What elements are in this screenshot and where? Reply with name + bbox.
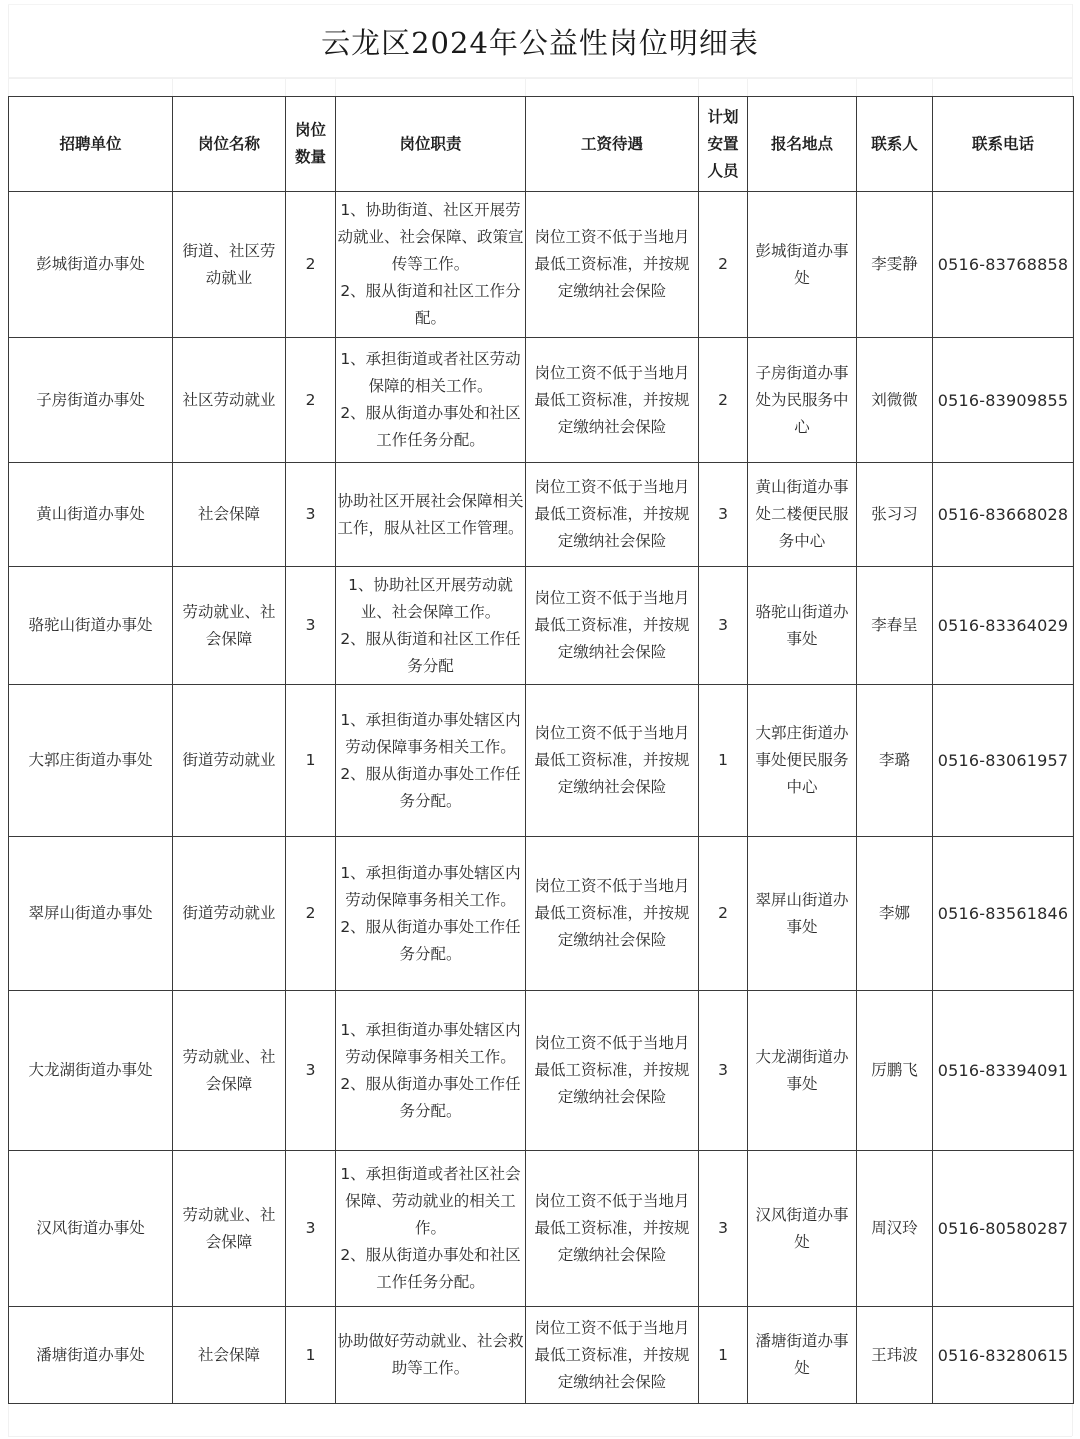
duty-line: 2、服从街道和社区工作分配。 <box>340 282 521 327</box>
cell-unit: 翠屏山街道办事处 <box>9 837 173 991</box>
cell-duties <box>336 685 526 837</box>
cell-position: 社会保障 <box>173 463 286 567</box>
cell-planned: 3 <box>699 463 748 567</box>
cell-contact: 李雯静 <box>857 192 933 338</box>
cell-unit: 汉风街道办事处 <box>9 1151 173 1307</box>
cell-salary: 岗位工资不低于当地月最低工资标准，并按规定缴纳社会保险 <box>526 837 699 991</box>
sheet-gridline <box>335 78 336 96</box>
cell-planned: 1 <box>699 1307 748 1404</box>
sheet-gridline <box>747 78 748 96</box>
sheet-gridline <box>172 78 173 96</box>
cell-salary: 岗位工资不低于当地月最低工资标准，并按规定缴纳社会保险 <box>526 338 699 463</box>
cell-salary: 岗位工资不低于当地月最低工资标准，并按规定缴纳社会保险 <box>526 1307 699 1404</box>
sheet-gridline <box>856 78 857 96</box>
duty-line: 1、承担街道办事处辖区内劳动保障事务相关工作。 <box>340 1020 521 1066</box>
cell-position: 社会保障 <box>173 1307 286 1404</box>
cell-phone: 0516-83668028 <box>933 463 1074 567</box>
cell-location: 大龙湖街道办事处 <box>748 991 857 1151</box>
cell-unit: 子房街道办事处 <box>9 338 173 463</box>
header-duties: 岗位职责 <box>336 97 526 192</box>
cell-phone: 0516-83280615 <box>933 1307 1074 1404</box>
table-row <box>9 463 1074 567</box>
header-count-line: 数量 <box>294 148 326 166</box>
duty-line: 2、服从街道和社区工作任务分配 <box>340 629 521 675</box>
cell-salary: 岗位工资不低于当地月最低工资标准，并按规定缴纳社会保险 <box>526 991 699 1151</box>
header-planned-line: 安置 <box>707 134 739 153</box>
cell-location: 潘塘街道办事处 <box>748 1307 857 1404</box>
cell-position: 社区劳动就业 <box>173 338 286 463</box>
cell-phone: 0516-83561846 <box>933 837 1074 991</box>
header-salary: 工资待遇 <box>526 97 699 192</box>
cell-contact: 李春呈 <box>857 567 933 685</box>
cell-location: 子房街道办事处为民服务中心 <box>748 338 857 463</box>
cell-planned: 2 <box>699 192 748 338</box>
cell-position: 街道劳动就业 <box>173 685 286 837</box>
duty-line: 1、协助社区开展劳动就业、社会保障工作。 <box>348 575 513 621</box>
cell-duties <box>336 991 526 1151</box>
sheet-gridline <box>698 78 699 96</box>
cell-location: 大郭庄街道办事处便民服务中心 <box>748 685 857 837</box>
job-table <box>8 96 1074 1404</box>
cell-unit: 彭城街道办事处 <box>9 192 173 338</box>
cell-duties <box>336 192 526 338</box>
table-row <box>9 685 1074 837</box>
cell-count: 3 <box>286 567 336 685</box>
cell-position: 街道劳动就业 <box>173 837 286 991</box>
cell-duties <box>336 567 526 685</box>
cell-duties <box>336 1307 526 1404</box>
table-row <box>9 567 1074 685</box>
cell-duties <box>336 1151 526 1307</box>
cell-location: 汉风街道办事处 <box>748 1151 857 1307</box>
duty-line: 1、承担街道或者社区社会保障、劳动就业的相关工作。 <box>340 1165 521 1237</box>
cell-salary: 岗位工资不低于当地月最低工资标准，并按规定缴纳社会保险 <box>526 192 699 338</box>
cell-contact: 刘微微 <box>857 338 933 463</box>
header-count <box>286 97 336 192</box>
cell-count: 1 <box>286 1307 336 1404</box>
duty-line: 2、服从街道办事处和社区工作任务分配。 <box>340 404 521 449</box>
sheet-gridline <box>525 78 526 96</box>
cell-position: 劳动就业、社会保障 <box>173 567 286 685</box>
cell-planned: 2 <box>699 338 748 463</box>
cell-duties <box>336 338 526 463</box>
cell-planned: 3 <box>699 1151 748 1307</box>
cell-unit: 大郭庄街道办事处 <box>9 685 173 837</box>
cell-phone: 0516-83394091 <box>933 991 1074 1151</box>
table-row <box>9 338 1074 463</box>
table-row <box>9 1151 1074 1307</box>
table-row <box>9 192 1074 338</box>
cell-unit: 大龙湖街道办事处 <box>9 991 173 1151</box>
cell-unit: 骆驼山街道办事处 <box>9 567 173 685</box>
sheet-gridline <box>8 78 1072 79</box>
header-planned-line: 人员 <box>707 161 739 180</box>
cell-phone: 0516-83909855 <box>933 338 1074 463</box>
cell-count: 3 <box>286 1151 336 1307</box>
cell-contact: 周汉玲 <box>857 1151 933 1307</box>
cell-count: 3 <box>286 991 336 1151</box>
cell-contact: 张习习 <box>857 463 933 567</box>
cell-location: 骆驼山街道办事处 <box>748 567 857 685</box>
duty-line: 1、协助街道、社区开展劳动就业、社会保障、政策宣传等工作。 <box>337 201 524 273</box>
header-row <box>9 97 1074 192</box>
cell-salary: 岗位工资不低于当地月最低工资标准，并按规定缴纳社会保险 <box>526 463 699 567</box>
document-title: 云龙区2024年公益性岗位明细表 <box>321 25 759 60</box>
duty-line: 2、服从街道办事处工作任务分配。 <box>340 1074 521 1120</box>
duty-line: 1、承担街道或者社区劳动保障的相关工作。 <box>340 350 521 395</box>
header-count-line: 岗位 <box>294 121 326 139</box>
cell-location: 彭城街道办事处 <box>748 192 857 338</box>
cell-location: 翠屏山街道办事处 <box>748 837 857 991</box>
table-row <box>9 837 1074 991</box>
cell-planned: 3 <box>699 567 748 685</box>
cell-count: 3 <box>286 463 336 567</box>
cell-contact: 李璐 <box>857 685 933 837</box>
table-row <box>9 1307 1074 1404</box>
cell-count: 2 <box>286 837 336 991</box>
header-unit: 招聘单位 <box>9 97 173 192</box>
sheet-gridline <box>285 78 286 96</box>
header-phone: 联系电话 <box>933 97 1074 192</box>
cell-phone: 0516-83061957 <box>933 685 1074 837</box>
cell-position: 劳动就业、社会保障 <box>173 991 286 1151</box>
cell-position: 街道、社区劳动就业 <box>173 192 286 338</box>
cell-count: 2 <box>286 192 336 338</box>
cell-planned: 2 <box>699 837 748 991</box>
header-position: 岗位名称 <box>173 97 286 192</box>
cell-position: 劳动就业、社会保障 <box>173 1151 286 1307</box>
cell-phone: 0516-80580287 <box>933 1151 1074 1307</box>
header-location: 报名地点 <box>748 97 857 192</box>
cell-unit: 潘塘街道办事处 <box>9 1307 173 1404</box>
duty-line: 1、承担街道办事处辖区内劳动保障事务相关工作。 <box>340 863 521 909</box>
duty-line: 2、服从街道办事处工作任务分配。 <box>340 917 521 963</box>
cell-phone: 0516-83364029 <box>933 567 1074 685</box>
cell-duties <box>336 463 526 567</box>
sheet-gridline <box>8 1436 1072 1437</box>
cell-count: 2 <box>286 338 336 463</box>
cell-location: 黄山街道办事处二楼便民服务中心 <box>748 463 857 567</box>
cell-salary: 岗位工资不低于当地月最低工资标准，并按规定缴纳社会保险 <box>526 567 699 685</box>
cell-salary: 岗位工资不低于当地月最低工资标准，并按规定缴纳社会保险 <box>526 685 699 837</box>
cell-contact: 李娜 <box>857 837 933 991</box>
sheet-gridline <box>932 78 933 96</box>
cell-phone: 0516-83768858 <box>933 192 1074 338</box>
cell-unit: 黄山街道办事处 <box>9 463 173 567</box>
table-row <box>9 991 1074 1151</box>
duty-line: 2、服从街道办事处工作任务分配。 <box>340 764 521 810</box>
header-contact: 联系人 <box>857 97 933 192</box>
cell-contact: 王玮波 <box>857 1307 933 1404</box>
duty-line: 2、服从街道办事处和社区工作任务分配。 <box>340 1246 521 1291</box>
duty-line: 协助做好劳动就业、社会救助等工作。 <box>337 1332 524 1377</box>
title-cell <box>8 4 1072 78</box>
header-planned <box>699 97 748 192</box>
header-planned-line: 计划 <box>707 107 739 126</box>
cell-duties <box>336 837 526 991</box>
cell-count: 1 <box>286 685 336 837</box>
cell-salary: 岗位工资不低于当地月最低工资标准，并按规定缴纳社会保险 <box>526 1151 699 1307</box>
duty-line: 1、承担街道办事处辖区内劳动保障事务相关工作。 <box>340 710 521 756</box>
cell-contact: 厉鹏飞 <box>857 991 933 1151</box>
duty-line: 协助社区开展社会保障相关工作，服从社区工作管理。 <box>337 491 524 537</box>
cell-planned: 3 <box>699 991 748 1151</box>
cell-planned: 1 <box>699 685 748 837</box>
